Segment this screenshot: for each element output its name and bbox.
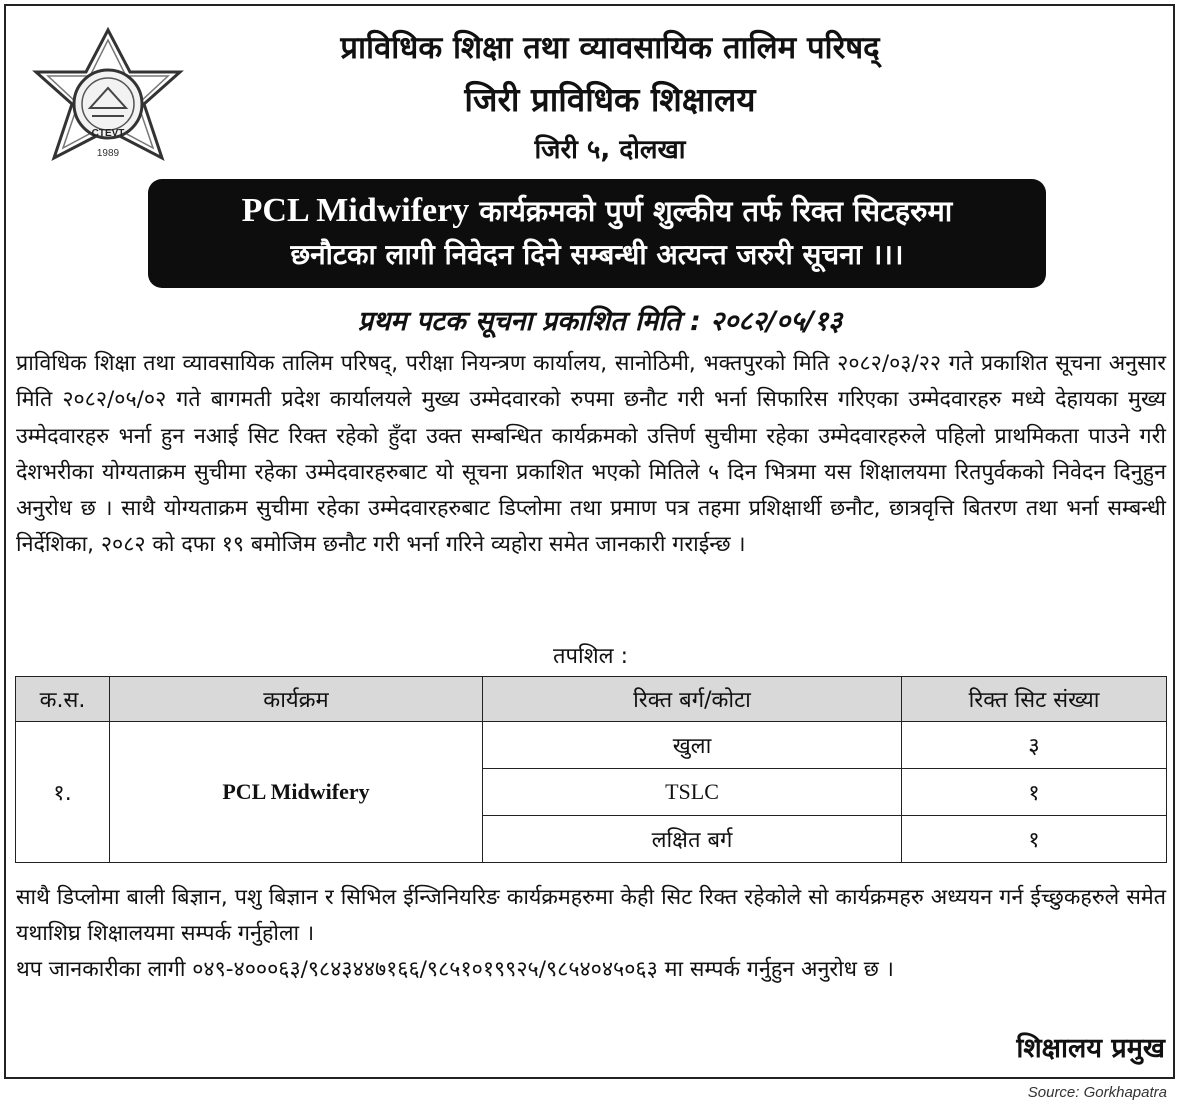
ctevt-logo-icon — [26, 26, 190, 176]
seats-cell: ३ — [902, 722, 1167, 769]
notice-title-banner — [148, 179, 1046, 288]
svg-text:1989: 1989 — [96, 148, 120, 159]
school-name: जिरी प्राविधिक शिक्षालय — [464, 80, 756, 119]
council-name: प्राविधिक शिक्षा तथा व्यावसायिक तालिम परिषद् — [340, 30, 880, 66]
svg-text:CTEVT: CTEVT — [91, 128, 125, 139]
quota-cell: लक्षित बर्ग — [483, 816, 902, 863]
notice-body: प्राविधिक शिक्षा तथा व्यावसायिक तालिम परिषद्, परीक्षा नियन्त्रण कार्यालय, सानोठिमी, भक्तपुरको मिति २०८२/०३/२२ गते प्रकाशित सूचना अनुसार मिति २०८२/०५/०२ गते बागमती प्रदेश कार्यालयले मुख्य उम्मेदवारको रुपमा छनौट गरी भर्ना सिफारिस गरिएका उम्मेदवारहरु मध्ये देहायका मुख्य उम्मेदवारहरु भर्ना हुन नआई सिट रिक्त रहेको हुँदा उक्त सम्बन्धित कार्यक्रमको उत्तिर्ण सुचीमा रहेका उम्मेदवारहरुले पहिलो प्राथमिकता पाउने गरी देशभरीका योग्यताक्रम सुचीमा रहेका उम्मेदवारहरुबाट यो सूचना प्रकाशित भएको मितिले ५ दिन भित्रमा यस शिक्षालयमा रितपुर्वकको निवेदन दिनुहुन अनुरोध छ । साथै योग्यताक्रम सुचीमा रहेका उम्मेदवारहरुबाट डिप्लोमा तथा प्रमाण पत्र तहमा प्रशिक्षार्थी छनौट, छात्रवृत्ति बितरण तथा भर्ना सम्बन्धी निर्देशिका, २०८२ को दफा १९ बमोजिम छनौट गरी भर्ना गरिने व्यहोरा समेत जानकारी गराईन्छ । — [16, 351, 1166, 558]
vacant-seats-table — [15, 676, 1167, 863]
seats-cell: १ — [902, 769, 1167, 816]
source-credit: Source: Gorkhapatra — [1027, 1084, 1167, 1101]
school-address: जिरी ५, दोलखा — [534, 135, 686, 165]
seats-cell: १ — [902, 816, 1167, 863]
col-quota: रिक्त बर्ग/कोटा — [483, 677, 902, 722]
serial-cell: १. — [16, 722, 110, 863]
table-row — [16, 722, 1167, 769]
program-cell: PCL Midwifery — [110, 722, 483, 863]
col-seats: रिक्त सिट संख्या — [902, 677, 1167, 722]
banner-line2: छनौटका लागी निवेदन दिने सम्बन्धी अत्यन्त जरुरी सूचना ।।। — [290, 238, 904, 271]
banner-program: PCL Midwifery — [241, 192, 470, 229]
col-program: कार्यक्रम — [110, 677, 483, 722]
quota-cell: TSLC — [483, 769, 902, 816]
banner-line1: कार्यक्रमको पुर्ण शुल्कीय तर्फ रिक्त सिटहरुमा — [469, 194, 953, 228]
table-header-row — [16, 677, 1167, 722]
table-caption: तपशिल : — [552, 644, 628, 669]
quota-cell: खुला — [483, 722, 902, 769]
signature: शिक्षालय प्रमुख — [1016, 1033, 1165, 1064]
other-programs-note: साथै डिप्लोमा बाली बिज्ञान, पशु बिज्ञान र सिभिल ईन्जिनियरिङ कार्यक्रमहरुमा केही सिट रिक्त रहेकोले सो कार्यक्रमहरु अध्ययन गर्न ईच्छुकहरुले समेत यथाशिघ्र शिक्षालयमा सम्पर्क गर्नुहोला । — [16, 885, 1166, 946]
contact-note: थप जानकारीका लागी ०४९-४०००६३/९८४३४४७१६६/९८५१०१९९२५/९८५४०४५०६३ मा सम्पर्क गर्नुहुन अनुरोध छ । — [16, 957, 894, 982]
publish-date: प्रथम पटक सूचना प्रकाशित मिति : २०८२/०५/१३ — [357, 306, 843, 337]
col-serial: क.स. — [16, 677, 110, 722]
